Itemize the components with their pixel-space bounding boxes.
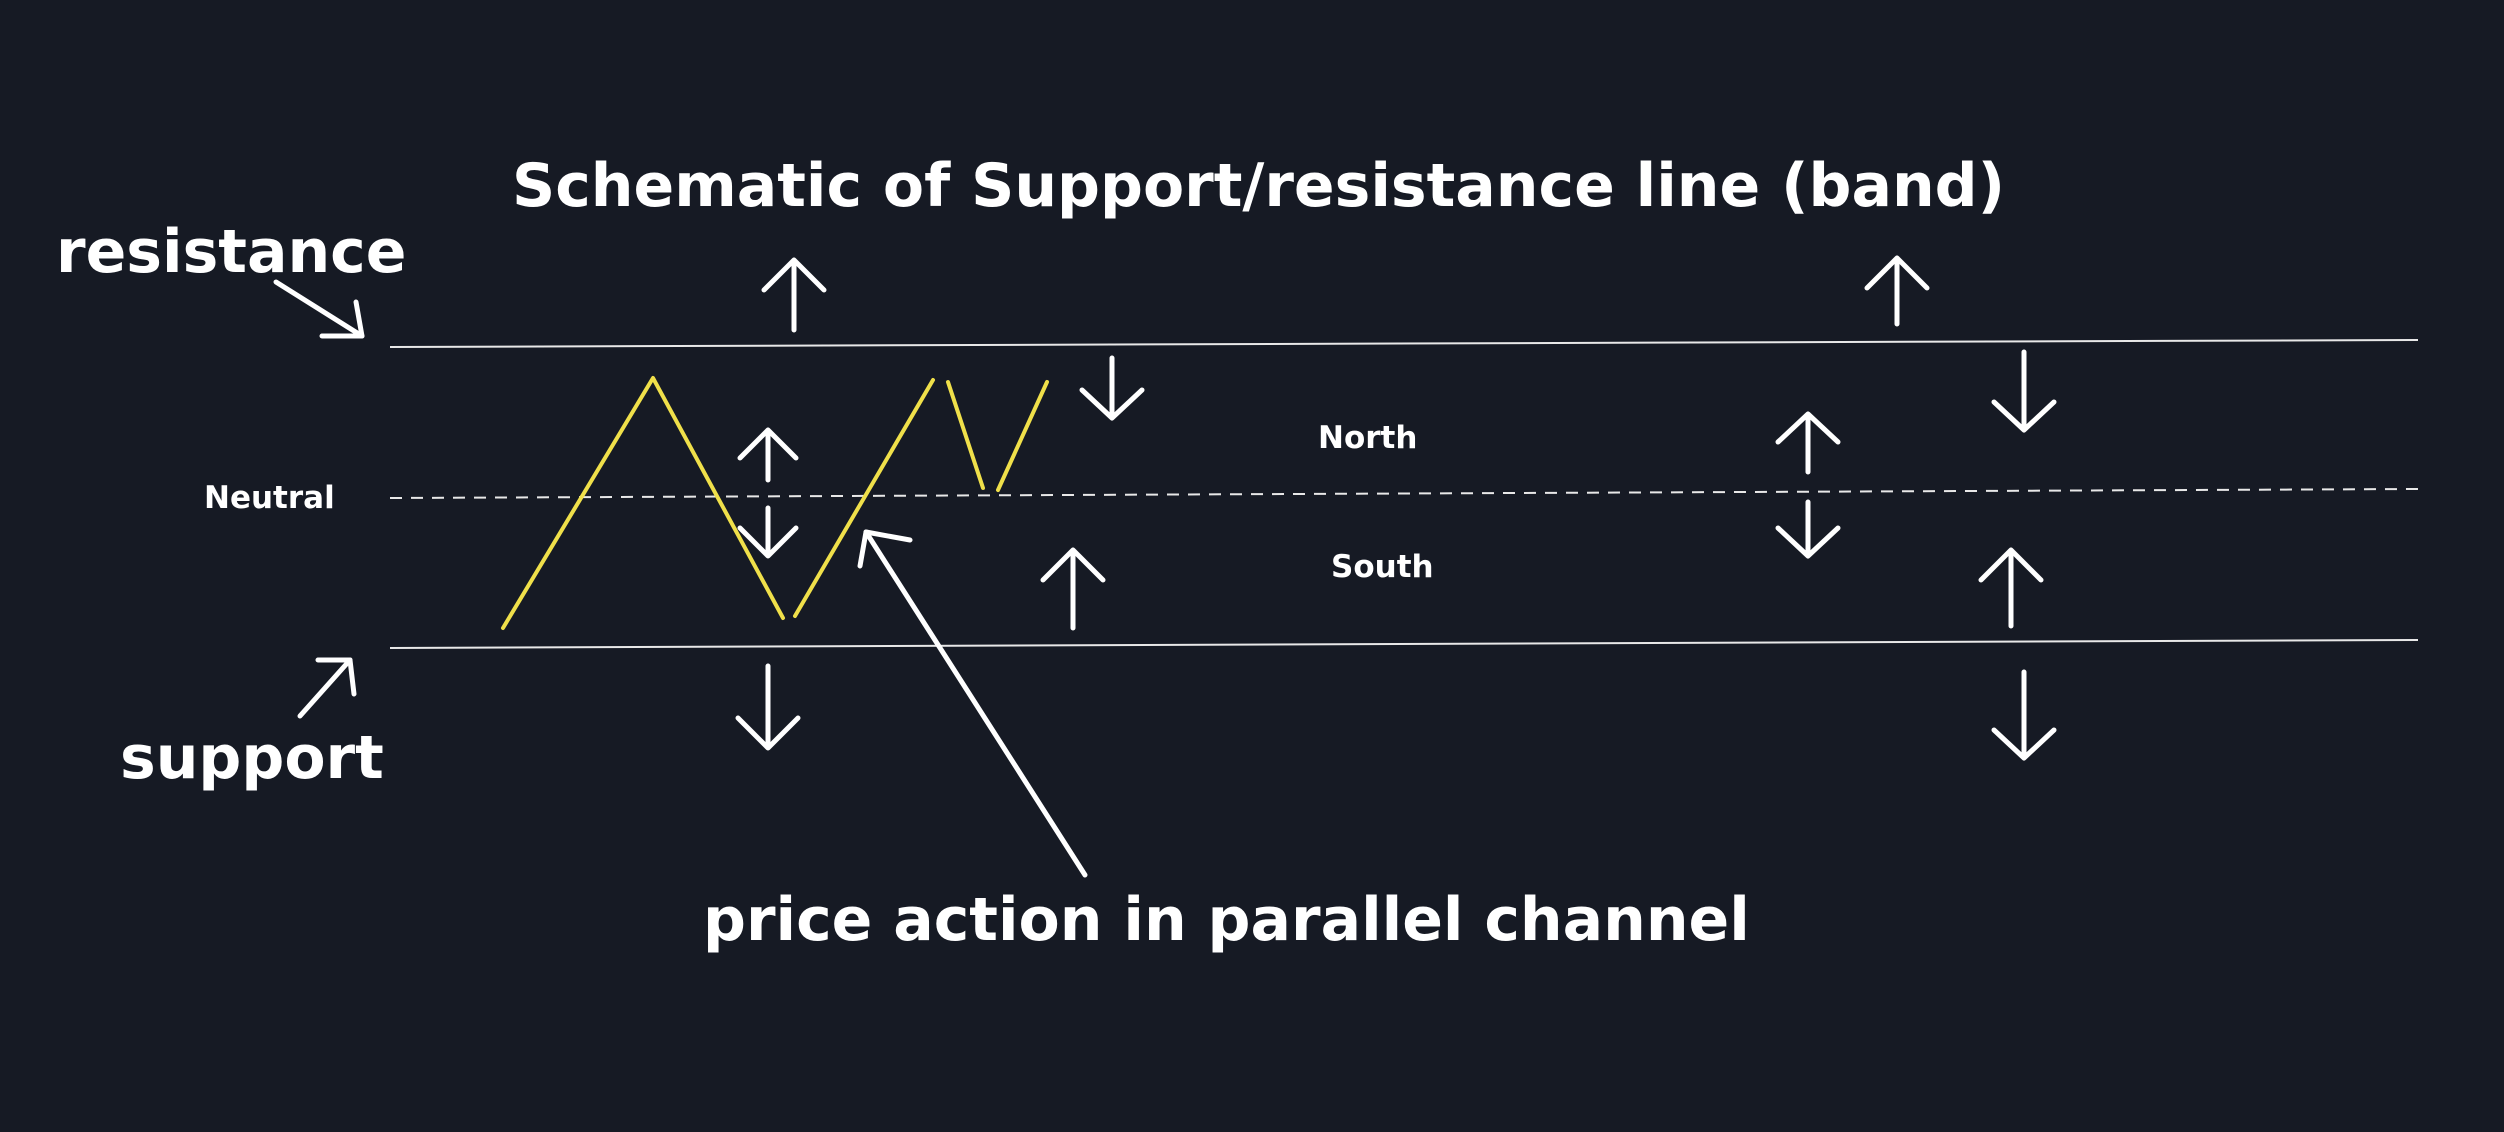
arrow-down-icon: [738, 666, 798, 748]
north-zone-label: North: [1318, 420, 1418, 456]
arrow-up-down-icon: [740, 430, 796, 556]
support-pointer-arrow: [300, 660, 354, 716]
price-action-path: [503, 378, 1047, 628]
resistance-line: [390, 340, 2418, 347]
neutral-line: [390, 489, 2418, 498]
arrow-up-icon: [1981, 550, 2041, 626]
arrow-down-icon: [1994, 672, 2054, 758]
arrow-up-down-icon: [1778, 414, 1838, 556]
south-zone-label: South: [1331, 549, 1434, 585]
resistance-pointer-arrow: [276, 282, 362, 336]
price-action-caption: price action in parallel channel: [703, 885, 1750, 955]
arrow-down-icon: [1082, 358, 1142, 418]
diagram-title: Schematic of Support/resistance line (band): [512, 151, 2006, 221]
neutral-label: Neutral: [204, 480, 335, 516]
arrow-up-icon: [764, 260, 824, 330]
arrow-down-icon: [1994, 352, 2054, 430]
support-line: [390, 640, 2418, 648]
arrow-up-icon: [1043, 550, 1103, 628]
resistance-label: resistance: [56, 217, 407, 287]
support-label: support: [120, 723, 384, 793]
arrow-up-icon: [1867, 258, 1927, 324]
price-action-pointer-arrow: [860, 532, 1085, 875]
